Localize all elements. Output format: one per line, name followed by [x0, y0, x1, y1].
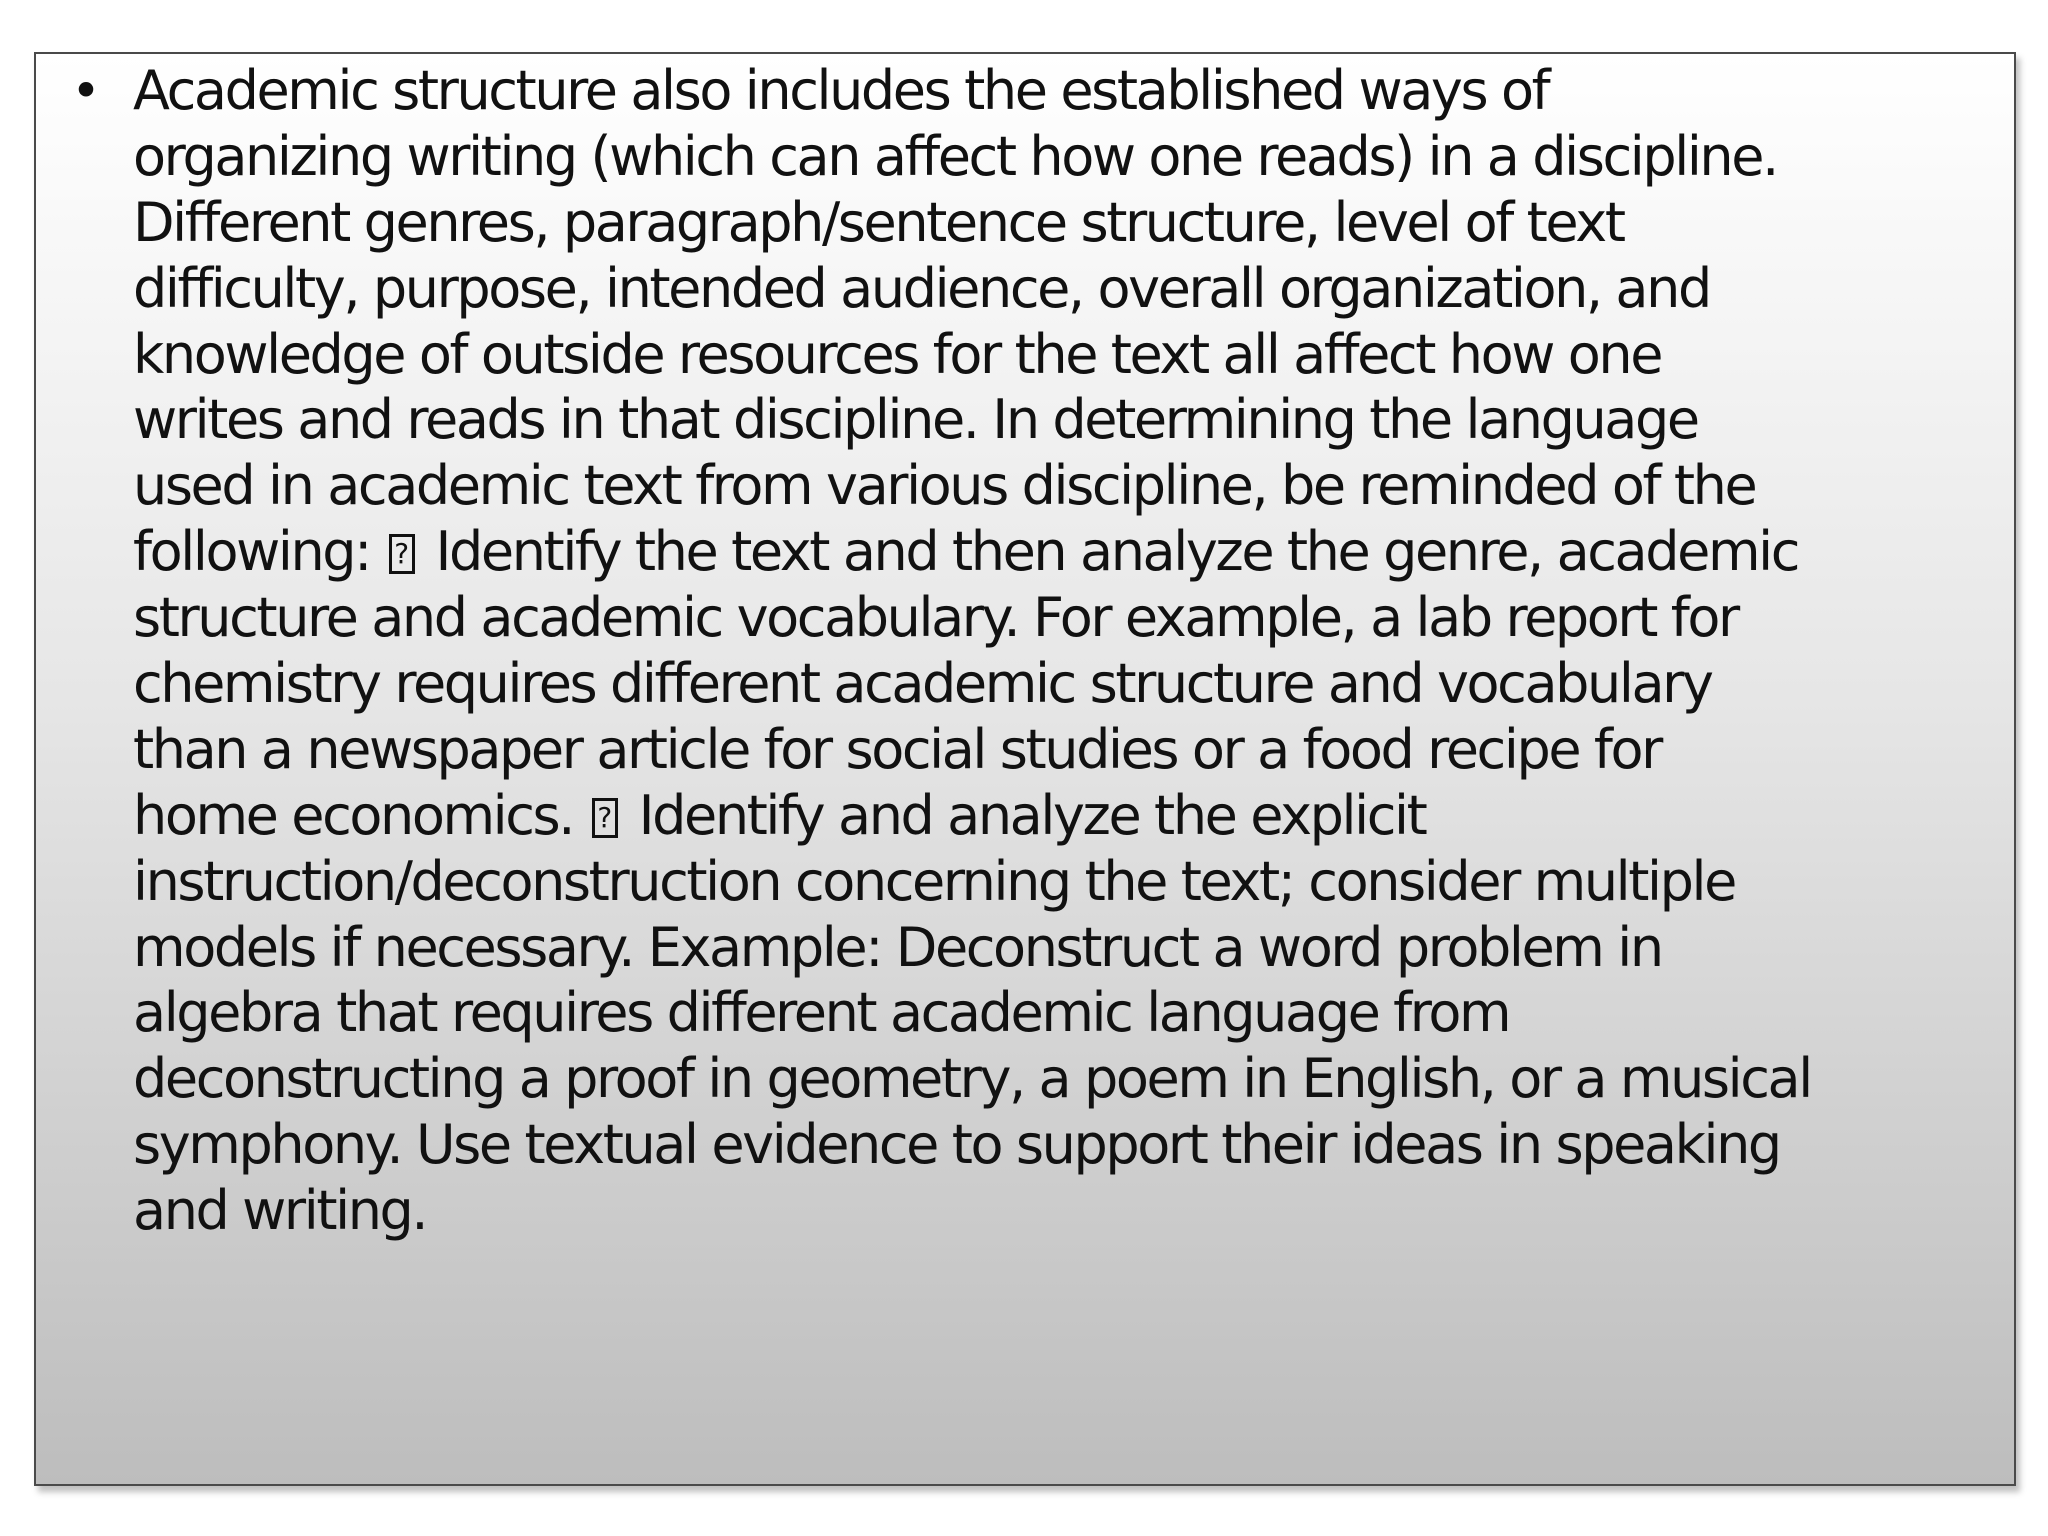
missing-glyph-icon: [389, 534, 415, 574]
bullet-dot-icon: •: [71, 62, 101, 120]
text-line: knowledge of outside resources for the text all affect how one: [133, 322, 1662, 386]
text-line: chemistry requires different academic structure and vocabulary: [133, 652, 1712, 716]
text-line: writes and reads in that discipline. In determining the language: [133, 388, 1698, 452]
text-line: Academic structure also includes the established ways of: [133, 59, 1549, 122]
text-line: structure and academic vocabulary. For example, a lab report for: [133, 586, 1738, 650]
text-line: used in academic text from various discipline, be reminded of the: [133, 454, 1756, 518]
text-line: home economics. ? Identify and analyze the explicit: [133, 783, 2013, 849]
text-line: difficulty, purpose, intended audience, overall organization, and: [133, 256, 1710, 320]
missing-glyph-icon: [592, 798, 618, 838]
text-line: symphony. Use textual evidence to support their ideas in speaking: [133, 1113, 1780, 1177]
text-line: following: ? Identify the text and then analyze the genre, academic: [133, 519, 2013, 585]
text-line: deconstructing a proof in geometry, a poem in English, or a musical: [133, 1047, 1811, 1111]
text-line: and writing.: [133, 1179, 427, 1243]
text-line: than a newspaper article for social studies or a food recipe for: [133, 717, 1661, 781]
bullet-paragraph: [133, 58, 2013, 1244]
content-panel: [34, 52, 2016, 1486]
text-line: models if necessary. Example: Deconstruct a word problem in: [133, 915, 1662, 979]
text-line: Different genres, paragraph/sentence structure, level of text: [133, 190, 1624, 254]
text-line: algebra that requires different academic language from: [133, 981, 1510, 1045]
text-line: organizing writing (which can affect how one reads) in a discipline.: [133, 124, 1777, 188]
text-line: instruction/deconstruction concerning the text; consider multiple: [133, 849, 1735, 913]
